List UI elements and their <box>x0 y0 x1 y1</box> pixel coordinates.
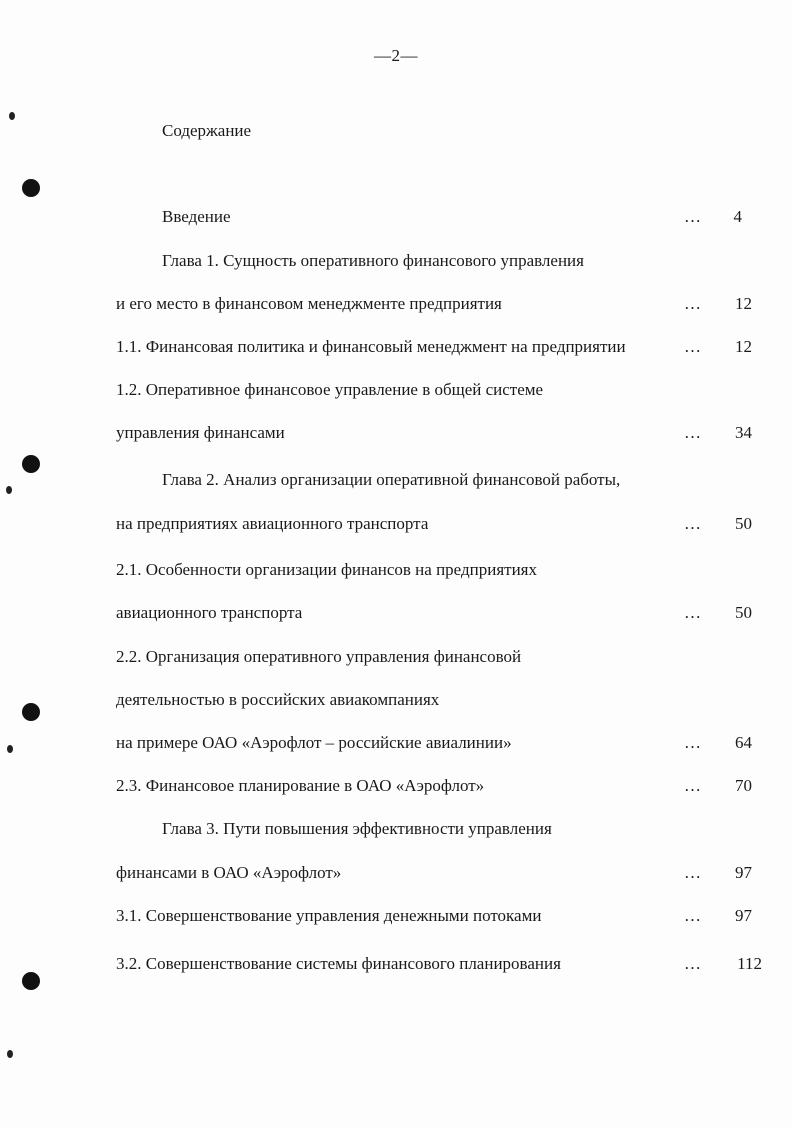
toc-entry <box>0 423 792 445</box>
toc-page-number: 97 <box>735 906 752 925</box>
toc-entry <box>0 906 792 928</box>
toc-leader: … <box>684 776 702 795</box>
toc-entry <box>0 470 792 492</box>
toc-entry <box>0 819 792 841</box>
toc-page-number: 50 <box>735 514 752 533</box>
toc-entry-text: 2.3. Финансовое планирование в ОАО «Аэрофлот» <box>116 776 485 795</box>
toc-leader: … <box>684 423 702 442</box>
toc-entry <box>0 647 792 669</box>
toc-entry <box>0 514 792 536</box>
toc-entry <box>0 690 792 712</box>
toc-entry <box>0 337 792 359</box>
toc-leader: … <box>684 207 702 226</box>
toc-entry <box>0 207 792 229</box>
toc-entry-text: 1.2. Оперативное финансовое управление в общей системе <box>116 380 544 399</box>
toc-page-number: 12 <box>735 294 752 313</box>
scan-speck <box>7 1050 13 1058</box>
toc-entry <box>0 251 792 273</box>
toc-entry-text: 3.2. Совершенствование системы финансового планирования <box>116 954 561 973</box>
toc-entry-text: 1.1. Финансовая политика и финансовый менеджмент на предприятии <box>116 337 626 356</box>
toc-entry-text: финансами в ОАО «Аэрофлот» <box>116 863 342 882</box>
toc-page-number: 97 <box>735 863 752 882</box>
toc-leader: … <box>684 863 702 882</box>
toc-leader: … <box>684 294 702 313</box>
toc-leader: … <box>684 954 702 973</box>
toc-entry-text: на предприятиях авиационного транспорта <box>116 514 429 533</box>
binder-hole <box>22 179 40 197</box>
toc-entry-text: авиационного транспорта <box>116 603 303 622</box>
toc-entry <box>0 733 792 755</box>
toc-leader: … <box>684 906 702 925</box>
toc-page-number: 64 <box>735 733 752 752</box>
toc-page-number: 4 <box>733 207 742 226</box>
toc-entry <box>0 954 792 976</box>
toc-entry <box>0 380 792 402</box>
toc-leader: … <box>684 514 702 533</box>
toc-entry-text: 2.1. Особенности организации финансов на предприятиях <box>116 560 537 579</box>
toc-entry-text: Глава 3. Пути повышения эффективности управления <box>162 819 552 838</box>
toc-entry <box>0 560 792 582</box>
toc-page-number: 12 <box>735 337 752 356</box>
page-number: —2— <box>374 46 418 65</box>
toc-entry <box>0 776 792 798</box>
toc-page-number: 70 <box>735 776 752 795</box>
toc-page-number: 34 <box>735 423 752 442</box>
toc-leader: … <box>684 733 702 752</box>
scan-speck <box>9 112 15 120</box>
toc-entry-text: на примере ОАО «Аэрофлот – российские авиалинии» <box>116 733 512 752</box>
toc-entry-text: Глава 2. Анализ организации оперативной финансовой работы, <box>162 470 621 489</box>
toc-entry-text: деятельностью в российских авиакомпаниях <box>116 690 440 709</box>
toc-entry-text: Введение <box>162 207 231 226</box>
toc-entry <box>0 294 792 316</box>
toc-entry-text: и его место в финансовом менеджменте предприятия <box>116 294 502 313</box>
toc-entry-text: управления финансами <box>116 423 285 442</box>
toc-entry-text: Глава 1. Сущность оперативного финансового управления <box>162 251 584 270</box>
toc-leader: … <box>684 603 702 622</box>
toc-page-number: 50 <box>735 603 752 622</box>
toc-title: Содержание <box>162 121 252 140</box>
toc-page-number: 112 <box>737 954 762 973</box>
toc-entry-text: 2.2. Организация оперативного управления финансовой <box>116 647 522 666</box>
toc-leader: … <box>684 337 702 356</box>
toc-entry <box>0 863 792 885</box>
toc-entry <box>0 603 792 625</box>
toc-entry-text: 3.1. Совершенствование управления денежными потоками <box>116 906 542 925</box>
